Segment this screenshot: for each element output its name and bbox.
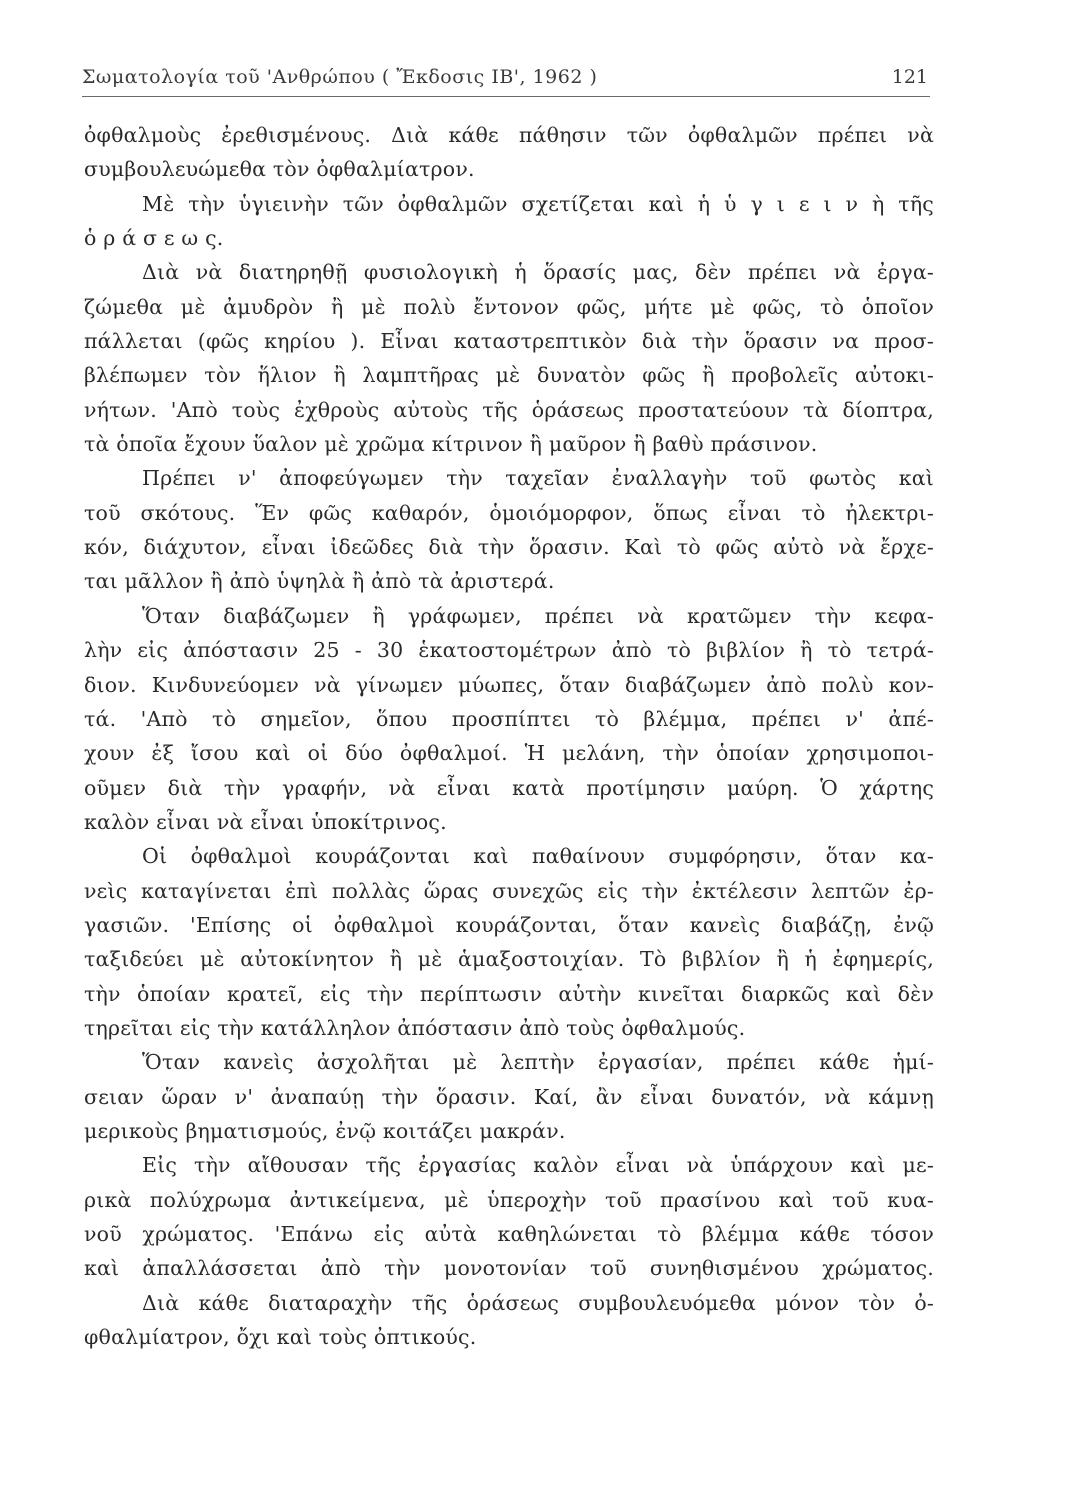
text-line: διον. Κινδυνεύομεν νὰ γίνωμεν μύωπες, ὅταν διαβάζωμεν ἀπὸ πολὺ κον- (84, 672, 934, 697)
text-line: ζώμεθα μὲ ἀμυδρὸν ἢ μὲ πολὺ ἔντονον φῶς, μήτε μὲ φῶς, τὸ ὁποῖον (84, 294, 934, 319)
text-line: Εἰς τὴν αἴθουσαν τῆς ἐργασίας καλὸν εἶναι νὰ ὑπάρχουν καὶ με- (142, 1153, 934, 1178)
text-line: βλέπωμεν τὸν ἥλιον ἢ λαμπτῆρας μὲ δυνατὸν φῶς ἢ προβολεῖς αὐτοκι- (84, 363, 934, 388)
text-line: γασιῶν. 'Επίσης οἱ ὀφθαλμοὶ κουράζονται, ὅταν κανεὶς διαβάζῃ, ἐνῷ (84, 912, 934, 937)
text-line: ὀφθαλμοὺς ἐρεθισμένους. Διὰ κάθε πάθησιν τῶν ὀφθαλμῶν πρέπει νὰ (84, 123, 934, 147)
text-line: ται μᾶλλον ἢ ἀπὸ ὑψηλὰ ἢ ἀπὸ τὰ ἀριστερά. (84, 569, 555, 594)
text-line: χουν ἐξ ἴσου καὶ οἱ δύο ὀφθαλμοί. Ἡ μελάνη, τὴν ὁποίαν χρησιμοποι- (84, 741, 934, 766)
text-line: φθαλμίατρον, ὄχι καὶ τοὺς ὀπτικούς. (84, 1325, 477, 1350)
text-line: Μὲ τὴν ὑγιεινὴν τῶν ὀφθαλμῶν σχετίζεται καὶ ἡ ὑ γ ι ε ι ν ὴ τῆς (142, 191, 934, 216)
text-line: σειαν ὥραν ν' ἀναπαύῃ τὴν ὅρασιν. Καί, ἂν εἶναι δυνατόν, νὰ κάμνῃ (84, 1084, 934, 1109)
text-line: καὶ ἀπαλλάσσεται ἀπὸ τὴν μονοτονίαν τοῦ συνηθισμένου χρώματος. (84, 1256, 934, 1281)
text-line: λὴν εἰς ἀπόστασιν 25 - 30 ἑκατοστομέτρων ἀπὸ τὸ βιβλίον ἢ τὸ τετρά- (84, 638, 934, 663)
text-line: Ὅταν διαβάζωμεν ἢ γράφωμεν, πρέπει νὰ κρατῶμεν τὴν κεφα- (142, 603, 934, 628)
text-line: οῦμεν διὰ τὴν γραφήν, νὰ εἶναι κατὰ προτίμησιν μαύρη. Ὁ χάρτης (84, 775, 934, 800)
page-header (82, 66, 930, 97)
text-line: πάλλεται (φῶς κηρίου ). Εἶναι καταστρεπτικὸν διὰ τὴν ὅρασιν να προσ- (84, 329, 934, 354)
text-line: Πρέπει ν' ἀποφεύγωμεν τὴν ταχεῖαν ἐναλλαγὴν τοῦ φωτὸς καὶ (142, 466, 934, 491)
text-line: τηρεῖται εἰς τὴν κατάλληλον ἀπόστασιν ἀπὸ τοὺς ὀφθαλμούς. (84, 1015, 746, 1040)
text-line: Ὅταν κανεὶς ἀσχολῆται μὲ λεπτὴν ἐργασίαν, πρέπει κάθε ἡμί- (142, 1050, 934, 1075)
text-line: καλὸν εἶναι νὰ εἶναι ὑποκίτρινος. (84, 809, 447, 834)
page-number: 121 (891, 66, 928, 88)
text-line: νήτων. 'Απὸ τοὺς ἐχθροὺς αὐτοὺς τῆς ὁράσεως προστατεύουν τὰ δίοπτρα, (84, 397, 934, 422)
text-line: ὁ ρ ά σ ε ω ς. (84, 226, 224, 251)
text-line: Διὰ νὰ διατηρηθῇ φυσιολογικὴ ἡ ὅρασίς μας, δὲν πρέπει νὰ ἐργα- (142, 260, 934, 285)
text-line: συμβουλευώμεθα τὸν ὀφθαλμίατρον. (84, 157, 475, 182)
text-line: νεὶς καταγίνεται ἐπὶ πολλὰς ὥρας συνεχῶς εἰς τὴν ἐκτέλεσιν λεπτῶν ἐρ- (84, 878, 934, 903)
text-line: τὰ ὁποῖα ἔχουν ὕαλον μὲ χρῶμα κίτρινον ἢ μαῦρον ἢ βαθὺ πράσινον. (84, 432, 818, 457)
text-line: ταξιδεύει μὲ αὐτοκίνητον ἢ μὲ ἁμαξοστοιχίαν. Τὸ βιβλίον ἢ ἡ ἐφημερίς, (84, 947, 934, 972)
running-head: Σωματολογία τοῦ 'Ανθρώπου ( Ἔκδοσις ΙΒ', 1962 ) (82, 66, 598, 88)
text-line: Οἱ ὀφθαλμοὶ κουράζονται καὶ παθαίνουν συμφόρησιν, ὅταν κα- (142, 844, 934, 869)
text-line: τά. 'Απὸ τὸ σημεῖον, ὅπου προσπίπτει τὸ βλέμμα, πρέπει ν' ἀπέ- (84, 706, 934, 731)
text-line: κόν, διάχυτον, εἶναι ἰδεῶδες διὰ τὴν ὅρασιν. Καὶ τὸ φῶς αὐτὸ νὰ ἔρχε- (84, 535, 934, 560)
text-line: νοῦ χρώματος. 'Επάνω εἰς αὐτὰ καθηλώνεται τὸ βλέμμα κάθε τόσον (84, 1222, 934, 1246)
text-body (84, 118, 934, 1354)
text-line: ρικὰ πολύχρωμα ἀντικείμενα, μὲ ὑπεροχὴν τοῦ πρασίνου καὶ τοῦ κυα- (84, 1187, 934, 1212)
text-line: τοῦ σκότους. Ἕν φῶς καθαρόν, ὁμοιόμορφον, ὅπως εἶναι τὸ ἠλεκτρι- (84, 500, 934, 525)
text-line: μερικοὺς βηματισμούς, ἐνῷ κοιτάζει μακράν. (84, 1118, 566, 1143)
text-line: τὴν ὁποίαν κρατεῖ, εἰς τὴν περίπτωσιν αὐτὴν κινεῖται διαρκῶς καὶ δὲν (84, 981, 934, 1006)
text-line: Διὰ κάθε διαταραχὴν τῆς ὁράσεως συμβουλευόμεθα μόνον τὸν ὀ- (142, 1290, 934, 1315)
